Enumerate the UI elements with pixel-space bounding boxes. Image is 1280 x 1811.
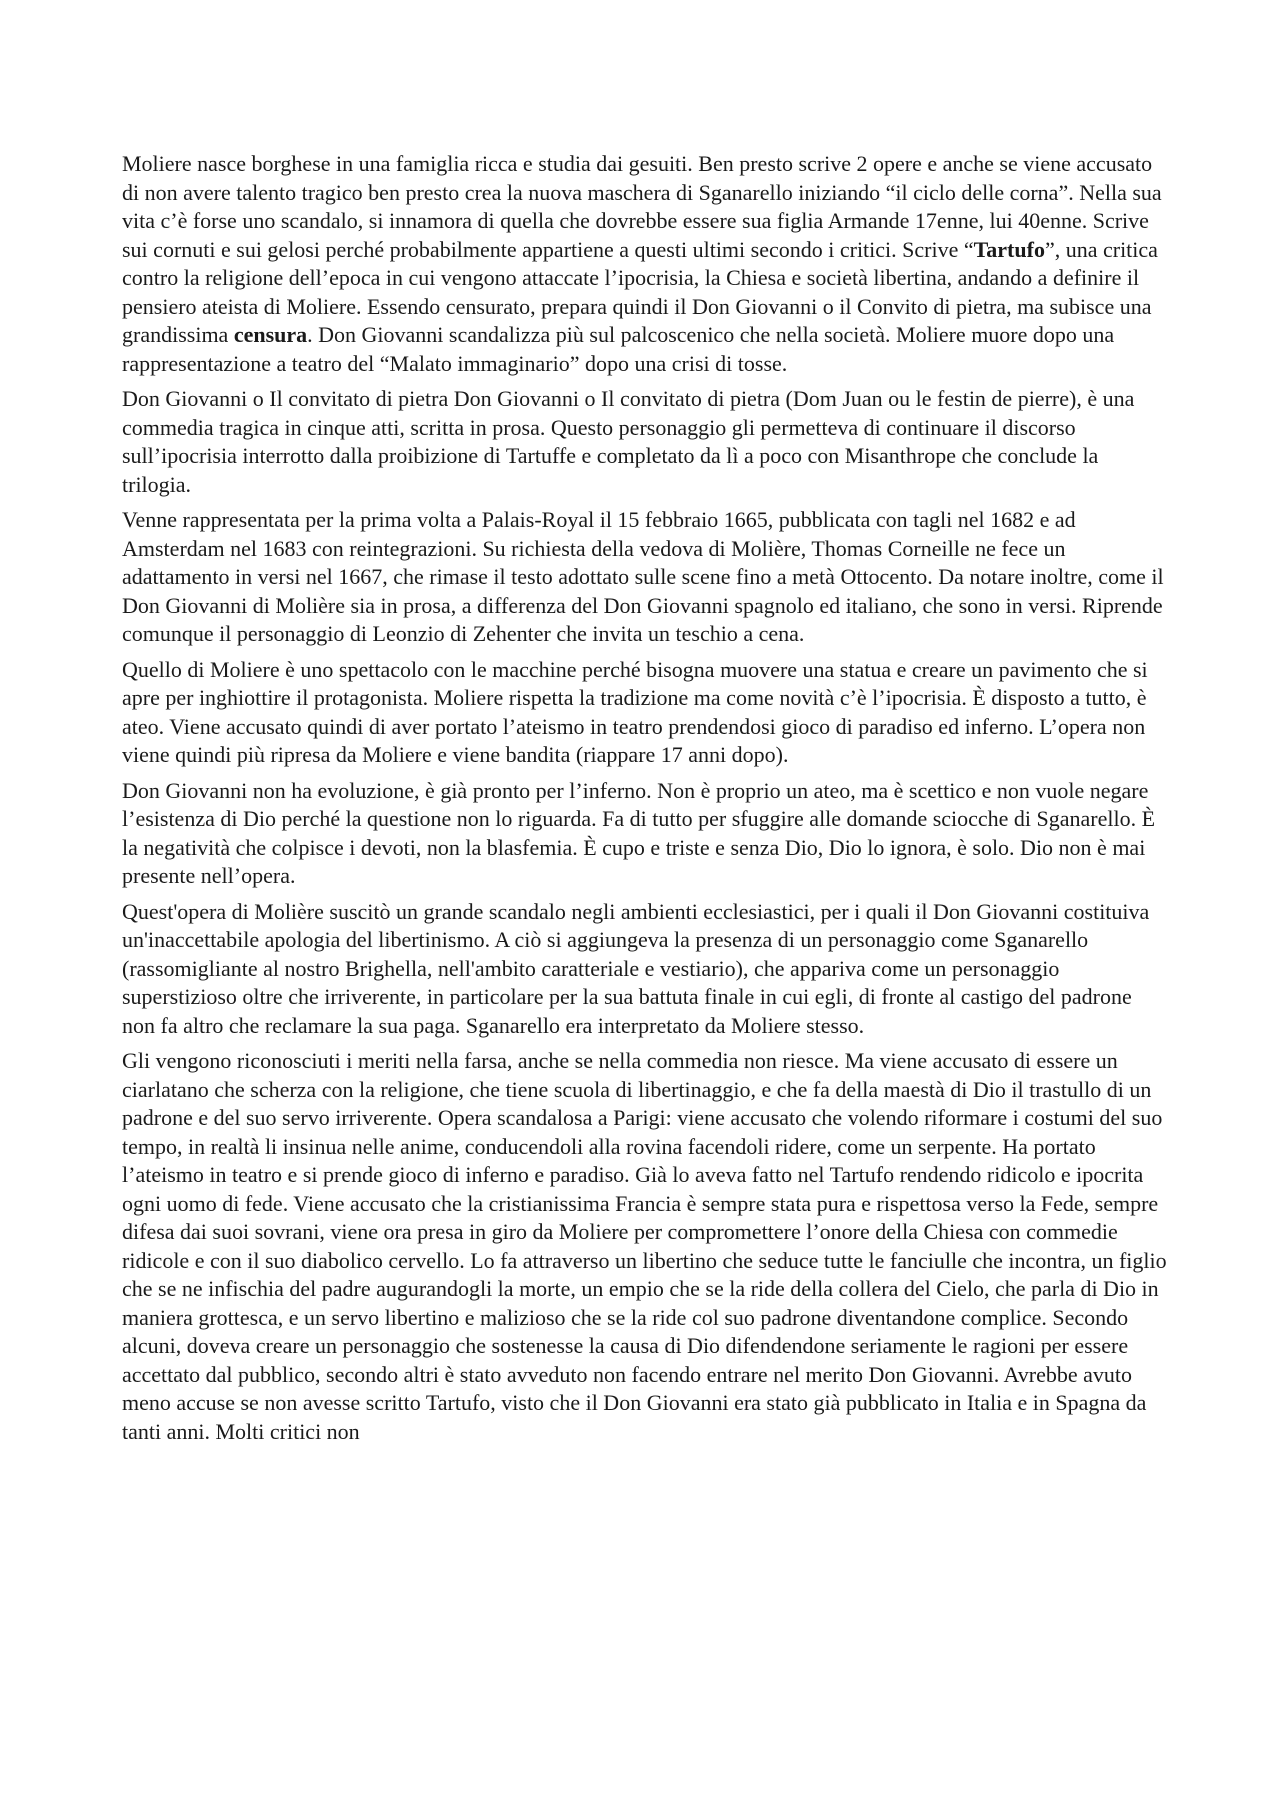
text-run: Quest'opera di Molière suscitò un grande scandalo negli ambienti ecclesiastici, per i quali il Don Giovanni costituiva un'inaccettabile apologia del libertinismo. A ciò si aggiungeva la presenza di un personaggio come Sganarello (rassomigliante al nostro Brighella, nell'ambito caratteriale e vestiario), che appariva come un personaggio superstizioso oltre che irriverente, in particolare per la sua battuta finale in cui egli, di fronte al castigo del padrone non fa altro che reclamare la sua paga. Sganarello era interpretato da Moliere stesso. — [122, 898, 1150, 1038]
paragraph-4 — [122, 656, 1167, 770]
text-run: Gli vengono riconosciuti i meriti nella farsa, anche se nella commedia non riesce. Ma viene accusato di essere un ciarlatano che scherza con la religione, che tiene scuola di libertinaggio, e che fa della maestà di Dio il trastullo di un padrone e del suo servo irriverente. Opera scandalosa a Parigi: viene accusato che volendo riformare i costumi del suo tempo, in realtà li insinua nelle anime, conducendoli alla rovina facendoli ridere, come un serpente. Ha portato l’ateismo in teatro e si prende gioco di inferno e paradiso. Già lo aveva fatto nel Tartufo rendendo ridicolo e ipocrita ogni uomo di fede. Viene accusato che la cristianissima Francia è sempre stata pura e rispettosa verso la Fede, sempre difesa dai suoi sovrani, viene ora presa in giro da Moliere per compromettere l’onore della Chiesa con commedie ridicole e con il suo diabolico cervello. Lo fa attraverso un libertino che seduce tutte le fanciulle che incontra, un figlio che se ne infischia del padre augurandogli la morte, un empio che se la ride della collera del Cielo, che parla di Dio in maniera grottesca, e un servo libertino e malizioso che se la ride col suo padrone diventandone complice. Secondo alcuni, doveva creare un personaggio che sostenesse la causa di Dio difendendone seriamente le ragioni per essere accettato dal pubblico, secondo altri è stato avveduto non facendo entrare nel merito Don Giovanni. Avrebbe avuto meno accuse se non avesse scritto Tartufo, visto che il Don Giovanni era stato già pubblicato in Italia e in Spagna da tanti anni. Molti critici non — [122, 1048, 1167, 1444]
text-run: . Don Giovanni scandalizza più sul palcoscenico che nella società. Moliere muore dopo una rappresentazione a teatro del “Malato immaginario” dopo una crisi di tosse. — [122, 322, 1115, 376]
paragraph-6 — [122, 898, 1167, 1041]
text-run: ”, una critica contro la religione dell’epoca in cui vengono attaccate l’ipocrisia, la Chiesa e società libertina, andando a definire il pensiero ateista di Moliere. Essendo censurato, prepara quindi il Don Giovanni o il Convito di pietra, ma subisce una grandissima — [122, 236, 1158, 347]
paragraph-5 — [122, 777, 1167, 891]
paragraph-1 — [122, 150, 1167, 378]
bold-term-tartufo: Tartufo — [973, 236, 1045, 262]
document-page — [122, 150, 1167, 1453]
text-run: Venne rappresentata per la prima volta a Palais-Royal il 15 febbraio 1665, pubblicata con tagli nel 1682 e ad Amsterdam nel 1683 con reintegrazioni. Su richiesta della vedova di Molière, Thomas Corneille ne fece un adattamento in versi nel 1667, che rimase il testo adottato sulle scene fino a metà Ottocento. Da notare inoltre, come il Don Giovanni di Molière sia in prosa, a differenza del Don Giovanni spagnolo ed italiano, che sono in versi. Riprende comunque il personaggio di Leonzio di Zehenter che invita un teschio a cena. — [122, 507, 1164, 646]
text-run: Moliere nasce borghese in una famiglia ricca e studia dai gesuiti. Ben presto scrive 2 opere e anche se viene accusato di non avere talento tragico ben presto crea la nuova maschera di Sganarello iniziando “il ciclo delle corna”. Nella sua vita c’è forse uno scandalo, si innamora di quella che dovrebbe essere sua figlia Armande 17enne, lui 40enne. Scrive sui cornuti e sui gelosi perché probabilmente appartiene a questi ultimi secondo i critici. Scrive “ — [122, 151, 1162, 262]
paragraph-7 — [122, 1047, 1167, 1446]
paragraph-3 — [122, 506, 1167, 649]
bold-term-censura: censura — [233, 322, 308, 347]
text-run: Don Giovanni o Il convitato di pietra Don Giovanni o Il convitato di pietra (Dom Juan ou le festin de pierre), è una commedia tragica in cinque atti, scritta in prosa. Questo personaggio gli permetteva di continuare il discorso sull’ipocrisia interrotto dalla proibizione di Tartuffe e completato da lì a poco con Misanthrope che conclude la trilogia. — [122, 386, 1135, 497]
text-run: Quello di Moliere è uno spettacolo con le macchine perché bisogna muovere una statua e creare un pavimento che si apre per inghiottire il protagonista. Moliere rispetta la tradizione ma come novità c’è l’ipocrisia. È disposto a tutto, è ateo. Viene accusato quindi di aver portato l’ateismo in teatro prendendosi gioco di paradiso ed inferno. L’opera non viene quindi più ripresa da Moliere e viene bandita (riappare 17 anni dopo). — [122, 656, 1148, 767]
text-run: Don Giovanni non ha evoluzione, è già pronto per l’inferno. Non è proprio un ateo, ma è scettico e non vuole negare l’esistenza di Dio perché la questione non lo riguarda. Fa di tutto per sfuggire alle domande sciocche di Sganarello. È la negatività che colpisce i devoti, non la blasfemia. È cupo e triste e senza Dio, Dio lo ignora, è solo. Dio non è mai presente nell’opera. — [122, 777, 1156, 888]
paragraph-2 — [122, 385, 1167, 499]
